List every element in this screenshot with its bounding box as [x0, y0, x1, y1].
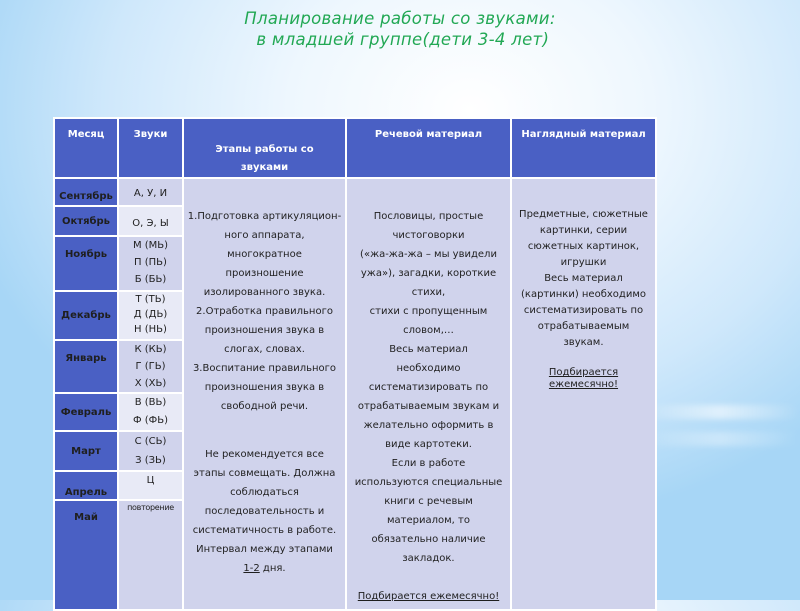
speech-text-line: Если в работе [391, 458, 466, 469]
speech-text-line: стихи, [411, 287, 446, 298]
stages-text-line: изолированного звука. [203, 287, 326, 298]
sound-item: Г (ГЬ) [135, 361, 166, 372]
header-speech-material: Речевой материал [346, 118, 511, 178]
interval-suffix: дня. [259, 563, 286, 574]
month-cell: Март [54, 431, 118, 471]
speech-text-line: обязательно наличие [371, 534, 486, 545]
speech-text-line: виде картотеки. [385, 439, 472, 450]
stages-cell [183, 178, 346, 610]
stages-text-line: 2.Отработка правильного [196, 306, 333, 317]
sound-item: З (ЗЬ) [135, 455, 166, 466]
visual-text-line: звукам. [563, 337, 604, 348]
month-cell: Ноябрь [54, 236, 118, 291]
title-line-1: Планирование работы со звуками: [244, 9, 556, 28]
table-header-row [54, 118, 656, 178]
stages-note-line: последовательность и [204, 506, 325, 517]
sound-item: К (КЬ) [134, 344, 167, 355]
sounds-cell [118, 236, 183, 291]
sound-item: Ф (ФЬ) [132, 415, 169, 426]
visual-text-line: отрабатываемым [537, 321, 630, 332]
sound-item: Н (НЬ) [134, 324, 167, 335]
speech-material-cell [346, 178, 511, 610]
speech-text-line: ужа»), загадки, короткие [360, 268, 497, 279]
header-stages-line-1: Этапы работы со [215, 144, 314, 155]
visual-text-line: (картинки) необходимо [521, 289, 646, 300]
month-cell: Декабрь [54, 291, 118, 340]
header-visual-material: Наглядный материал [511, 118, 656, 178]
table-row [54, 178, 656, 206]
stages-text-line: свободной речи. [220, 401, 309, 412]
speech-text-line: необходимо [396, 363, 461, 374]
speech-text-line: словом,… [403, 325, 454, 336]
visual-text-line: сюжетных картинок, [527, 241, 640, 252]
visual-text-line: Предметные, сюжетные [519, 209, 648, 220]
header-month: Месяц [54, 118, 118, 178]
stages-interval-value-line [184, 559, 345, 578]
sound-item: М (МЬ) [132, 240, 169, 251]
stages-text-line: 1.Подготовка артикуляцион- [187, 211, 342, 222]
speech-monthly-link[interactable]: Подбирается ежемесячно! [357, 591, 500, 602]
sound-item: П (ПЬ) [134, 257, 167, 268]
speech-text-line: Весь материал [389, 344, 468, 355]
stages-note-line: Не рекомендуется все [205, 449, 324, 460]
stages-note-line: соблюдаться [230, 487, 299, 498]
sounds-cell: А, У, И [118, 178, 183, 206]
stages-text-line: ного аппарата, [224, 230, 305, 241]
sounds-cell [118, 291, 183, 340]
background-streak [640, 405, 800, 419]
interval-value: 1-2 [243, 563, 260, 574]
month-cell: Апрель [54, 471, 118, 500]
sound-item: Т (ТЬ) [135, 294, 166, 305]
month-cell: Май [54, 500, 118, 610]
sounds-cell [118, 393, 183, 431]
month-cell: Февраль [54, 393, 118, 431]
visual-link-line-2[interactable]: ежемесячно! [548, 379, 619, 390]
stages-text-line: произношение [225, 268, 304, 279]
stages-text-line: 3.Воспитание правильного [192, 363, 337, 374]
stages-text-line: многократное [227, 249, 302, 260]
visual-text-line: игрушки [560, 257, 607, 268]
title-line-2: в младшей группе(дети 3-4 лет) [250, 30, 550, 49]
stages-text-line: произношения звука в [204, 382, 325, 393]
sounds-cell: повторение [118, 500, 183, 610]
sounds-cell: О, Э, Ы [118, 206, 183, 236]
speech-text-line: желательно оформить в [363, 420, 494, 431]
sound-plan-table [53, 117, 657, 611]
month-cell: Сентябрь [54, 178, 118, 206]
visual-text-line: систематизировать по [523, 305, 644, 316]
speech-text-line: чистоговорки [392, 230, 465, 241]
header-stages-line-2: звуками [240, 162, 289, 173]
stages-note-line: этапы совмещать. Должна [193, 468, 336, 479]
speech-text-line: стихи с пропущенным [369, 306, 488, 317]
month-cell: Январь [54, 340, 118, 393]
sound-item: Б (БЬ) [134, 274, 167, 285]
speech-text-line: закладок. [402, 553, 455, 564]
speech-text-line: отрабатываемым звукам и [357, 401, 500, 412]
header-sounds: Звуки [118, 118, 183, 178]
speech-text-line: Пословицы, простые [373, 211, 484, 222]
sounds-cell: Ц [118, 471, 183, 500]
speech-text-line: используются специальные [354, 477, 503, 488]
sound-item: В (ВЬ) [134, 397, 167, 408]
speech-text-line: систематизировать по [368, 382, 489, 393]
stages-note-line: систематичность в работе. [192, 525, 337, 536]
visual-link-line-1[interactable]: Подбирается [548, 367, 619, 378]
sound-item: Х (ХЬ) [134, 378, 167, 389]
speech-text-line: («жа-жа-жа – мы увидели [360, 249, 497, 260]
month-cell: Октябрь [54, 206, 118, 236]
visual-material-cell [511, 178, 656, 610]
sound-item: Д (ДЬ) [133, 309, 168, 320]
speech-text-line: книги с речевым [384, 496, 473, 507]
stages-text-line: слогах, словах. [224, 344, 305, 355]
background-streak [640, 432, 800, 446]
sound-item: С (СЬ) [134, 436, 167, 447]
sounds-cell [118, 340, 183, 393]
visual-text-line: картинки, серии [539, 225, 628, 236]
visual-text-line: Весь материал [544, 273, 623, 284]
header-stages [183, 118, 346, 178]
speech-text-line: материалом, то [387, 515, 470, 526]
visual-monthly-link[interactable] [512, 367, 655, 391]
stages-interval-line: Интервал между этапами [196, 544, 333, 555]
stages-text-line: произношения звука в [204, 325, 325, 336]
sounds-cell [118, 431, 183, 471]
page-title [0, 8, 800, 50]
